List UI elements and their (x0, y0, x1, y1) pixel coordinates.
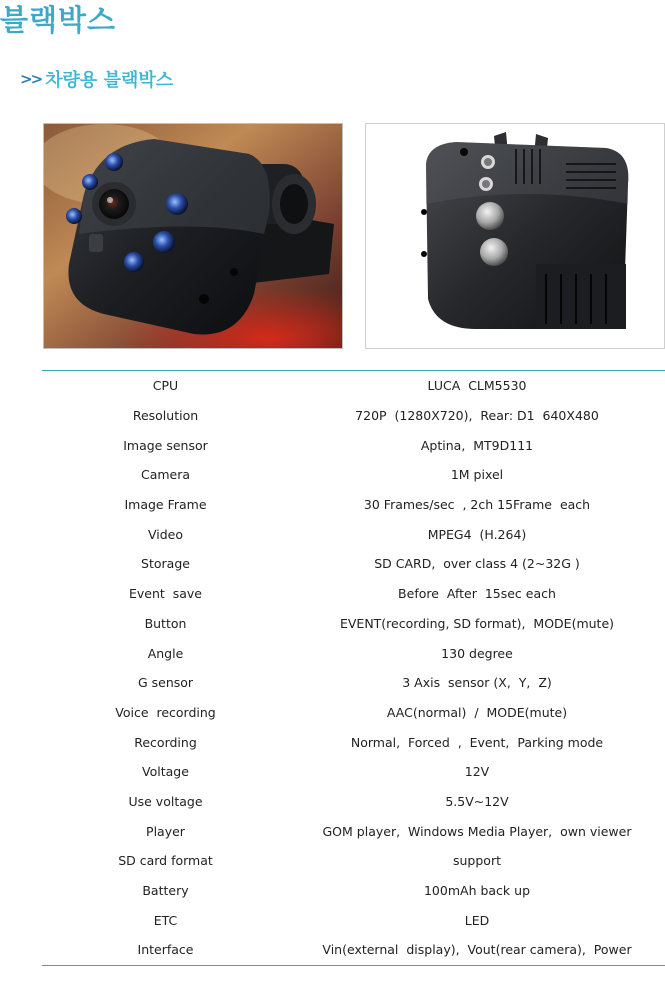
spec-value: LED (464, 912, 490, 928)
spec-label: Video (147, 526, 184, 542)
spec-table (42, 370, 665, 966)
spec-row (42, 549, 665, 579)
section-heading (20, 66, 173, 92)
spec-row (42, 371, 665, 401)
spec-value: 1M pixel (450, 467, 504, 483)
spec-row (42, 905, 665, 935)
spec-row (42, 519, 665, 549)
spec-table-body (42, 371, 665, 966)
spec-label: Use voltage (128, 793, 203, 809)
spec-row (42, 609, 665, 639)
spec-label: Battery (142, 883, 189, 899)
spec-label: Storage (141, 556, 190, 572)
spec-label: Voltage (142, 764, 189, 780)
spec-label: Resolution (132, 408, 199, 424)
spec-value: LUCA CLM5530 (427, 378, 527, 394)
front-view-image (44, 124, 342, 348)
spec-row (42, 935, 665, 965)
spec-row (42, 846, 665, 876)
spec-row (42, 698, 665, 728)
spec-value: GOM player, Windows Media Player, own viewer (322, 823, 632, 839)
spec-label: Image sensor (123, 437, 208, 453)
spec-label: Image Frame (124, 497, 207, 513)
spec-row (42, 460, 665, 490)
spec-row (42, 727, 665, 757)
spec-row (42, 757, 665, 787)
spec-label: Voice recording (115, 704, 216, 720)
spec-label: CPU (152, 378, 179, 394)
rear-view-image (366, 124, 664, 348)
spec-label: Player (146, 823, 185, 839)
spec-row (42, 787, 665, 817)
spec-row (42, 638, 665, 668)
spec-value: Normal, Forced , Event, Parking mode (350, 734, 604, 750)
spec-label: Camera (140, 467, 191, 483)
spec-value: Vin(external display), Vout(rear camera), Power (322, 942, 632, 958)
product-photo-rear (365, 123, 665, 349)
spec-label: SD card format (118, 853, 213, 869)
spec-value: 5.5V~12V (445, 793, 509, 809)
spec-row (42, 816, 665, 846)
spec-value: Aptina, MT9D111 (420, 437, 534, 453)
spec-value: EVENT(recording, SD format), MODE(mute) (339, 615, 615, 631)
spec-value: SD CARD, over class 4 (2~32G ) (374, 556, 580, 572)
spec-label: Recording (134, 734, 197, 750)
spec-value: support (453, 853, 501, 869)
spec-row (42, 490, 665, 520)
spec-value: 100mAh back up (423, 883, 531, 899)
page-title: 블랙박스 (0, 3, 117, 37)
spec-value: AAC(normal) / MODE(mute) (386, 704, 568, 720)
spec-value: 3 Axis sensor (X, Y, Z) (402, 675, 552, 691)
spec-value: 720P (1280X720), Rear: D1 640X480 (355, 408, 599, 424)
spec-row (42, 876, 665, 906)
section-marker-icon: >> (20, 70, 42, 88)
spec-label: Angle (147, 645, 184, 661)
spec-value: Before After 15sec each (398, 586, 556, 602)
product-photo-front (43, 123, 343, 349)
spec-label: ETC (153, 912, 178, 928)
spec-row (42, 579, 665, 609)
spec-value: MPEG4 (H.264) (427, 526, 527, 542)
spec-row (42, 668, 665, 698)
spec-row (42, 401, 665, 431)
spec-value: 130 degree (441, 645, 513, 661)
spec-label: Button (144, 615, 187, 631)
section-title: 차량용 블랙박스 (45, 70, 174, 91)
spec-label: G sensor (137, 675, 194, 691)
spec-label: Interface (137, 942, 194, 958)
spec-value: 12V (464, 764, 490, 780)
spec-label: Event save (128, 586, 203, 602)
spec-value: 30 Frames/sec , 2ch 15Frame each (363, 497, 591, 513)
spec-row (42, 430, 665, 460)
